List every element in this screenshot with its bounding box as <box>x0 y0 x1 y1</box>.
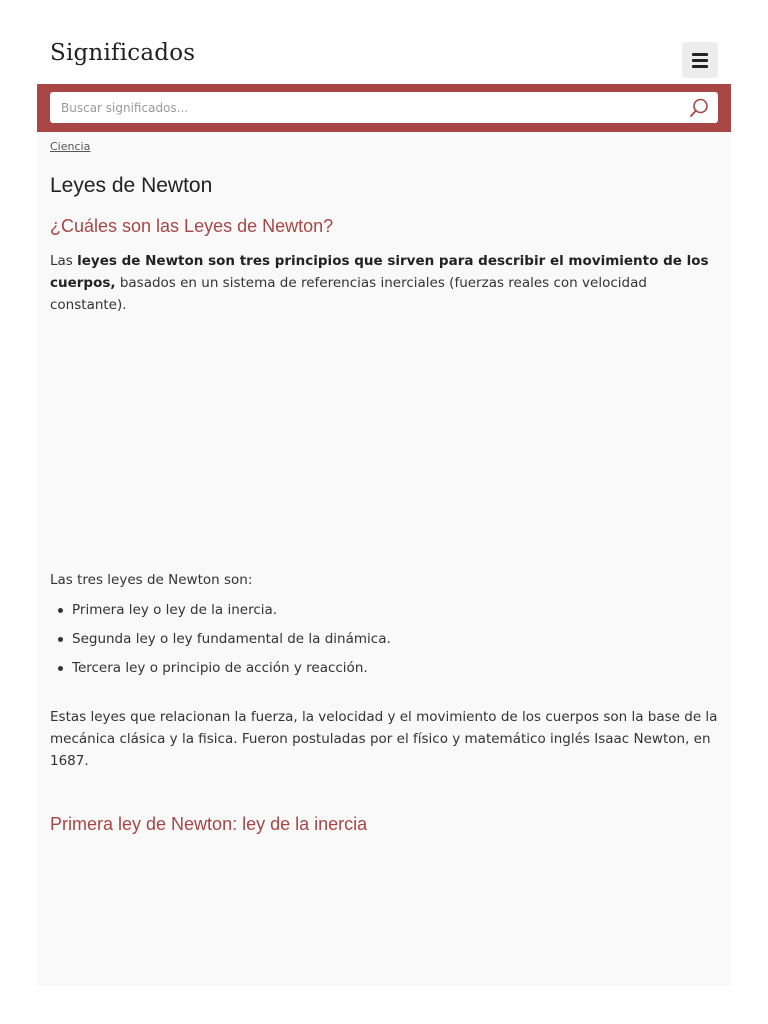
site-header <box>0 0 768 84</box>
article-content <box>37 132 731 986</box>
section-title-cuales: ¿Cuáles son las Leyes de Newton? <box>50 216 334 236</box>
search-input[interactable] <box>50 92 670 123</box>
summary-paragraph: Estas leyes que relacionan la fuerza, la velocidad y el movimiento de los cuerpos son la base de la mecánica clásica y la fisica. Fueron postuladas por el físico y matemático inglés Isaac Newton, en 1687. <box>50 709 718 769</box>
page-title: Leyes de Newton <box>50 174 213 197</box>
menu-button[interactable] <box>682 42 718 78</box>
laws-list <box>50 600 391 687</box>
list-item: Segunda ley o ley fundamental de la dinámica. <box>50 629 391 658</box>
list-item: Tercera ley o principio de acción y reacción. <box>50 658 391 687</box>
list-item: Primera ley o ley de la inercia. <box>50 600 391 629</box>
breadcrumb-link-ciencia[interactable]: Ciencia <box>50 140 91 153</box>
site-logo[interactable]: Significados <box>50 40 196 66</box>
hamburger-menu-icon <box>692 53 708 56</box>
search-box <box>50 92 718 123</box>
search-bar <box>37 84 731 132</box>
search-icon[interactable] <box>688 97 710 119</box>
list-intro: Las tres leyes de Newton son: <box>50 572 253 588</box>
section-title-primera-ley: Primera ley de Newton: ley de la inercia <box>50 814 368 834</box>
intro-paragraph: Las leyes de Newton son tres principios que sirven para describir el movimiento de los cuerpos, basados en un sistema de referencias inerciales (fuerzas reales con velocidad constante). <box>50 253 709 313</box>
intro-bold-text: leyes de Newton son tres principios que sirven para describir el movimiento de los cuerpos, <box>50 253 709 291</box>
